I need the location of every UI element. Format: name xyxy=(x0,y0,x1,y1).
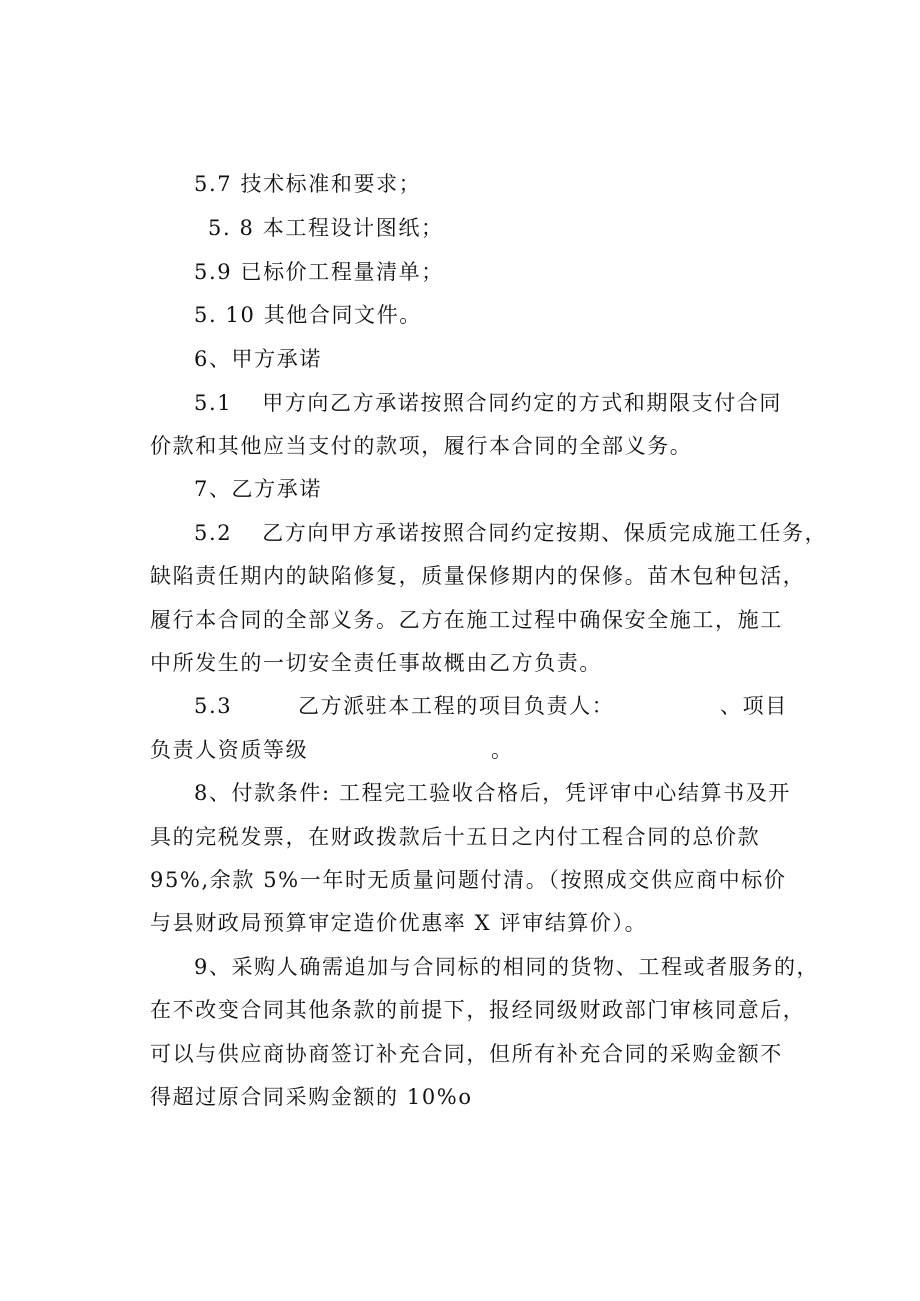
paragraph-5-2-line-1 xyxy=(194,520,827,546)
section-8-line-3: 95%,余款 5%一年时无质量问题付清。（按照成交供应商中标价 xyxy=(150,868,787,892)
paragraph-5-3-line-2: 负责人资质等级 xyxy=(150,738,309,762)
section-6-heading: 6、甲方承诺 xyxy=(194,347,322,371)
item-5-8: 5. 8 本工程设计图纸； xyxy=(208,216,444,240)
paragraph-5-3-period: 。 xyxy=(491,738,514,762)
section-8-line-1: 8、付款条件: 工程完工验收合格后，凭评审中心结算书及开 xyxy=(194,781,791,805)
paragraph-5-3-project-text: 、项目 xyxy=(720,694,788,718)
paragraph-5-2-text: 乙方向甲方承诺按照合同约定按期、保质完成施工任务， xyxy=(262,521,828,545)
paragraph-5-1-number: 5.1 xyxy=(194,391,233,415)
paragraph-5-2-line-4: 中所发生的一切安全责任事故概由乙方负责。 xyxy=(150,651,602,675)
paragraph-5-3-number: 5.3 xyxy=(194,694,233,718)
section-8-line-4: 与县财政局预算审定造价优惠率 X 评审结算价）。 xyxy=(150,911,648,935)
paragraph-5-3-text: 乙方派驻本工程的项目负责人： xyxy=(298,694,615,718)
paragraph-5-2-line-3: 履行本合同的全部义务。乙方在施工过程中确保安全施工，施工 xyxy=(150,608,783,632)
item-5-9: 5.9 已标价工程量清单； xyxy=(194,260,444,284)
section-9-line-3: 可以与供应商协商签订补充合同，但所有补充合同的采购金额不 xyxy=(150,1042,783,1066)
item-5-10: 5. 10 其他合同文件。 xyxy=(194,303,422,327)
paragraph-5-2-number: 5.2 xyxy=(194,521,233,545)
item-5-7: 5.7 技术标准和要求； xyxy=(194,172,422,196)
paragraph-5-1-line-1 xyxy=(194,390,782,416)
paragraph-5-2-line-2: 缺陷责任期内的缺陷修复，质量保修期内的保修。苗木包种包活， xyxy=(150,564,806,588)
paragraph-5-1-text: 甲方向乙方承诺按照合同约定的方式和期限支付合同 xyxy=(262,391,783,415)
section-9-line-2: 在不改变合同其他条款的前提下，报经同级财政部门审核同意后， xyxy=(150,998,806,1022)
section-7-heading: 7、乙方承诺 xyxy=(194,477,322,501)
section-9-line-1: 9、采购人确需追加与合同标的相同的货物、工程或者服务的， xyxy=(194,955,820,979)
paragraph-5-1-line-2: 价款和其他应当支付的款项，履行本合同的全部义务。 xyxy=(150,434,693,458)
section-8-line-2: 具的完税发票，在财政拨款后十五日之内付工程合同的总价款 xyxy=(150,825,761,849)
section-9-line-4: 得超过原合同采购金额的 10%o xyxy=(150,1085,473,1109)
